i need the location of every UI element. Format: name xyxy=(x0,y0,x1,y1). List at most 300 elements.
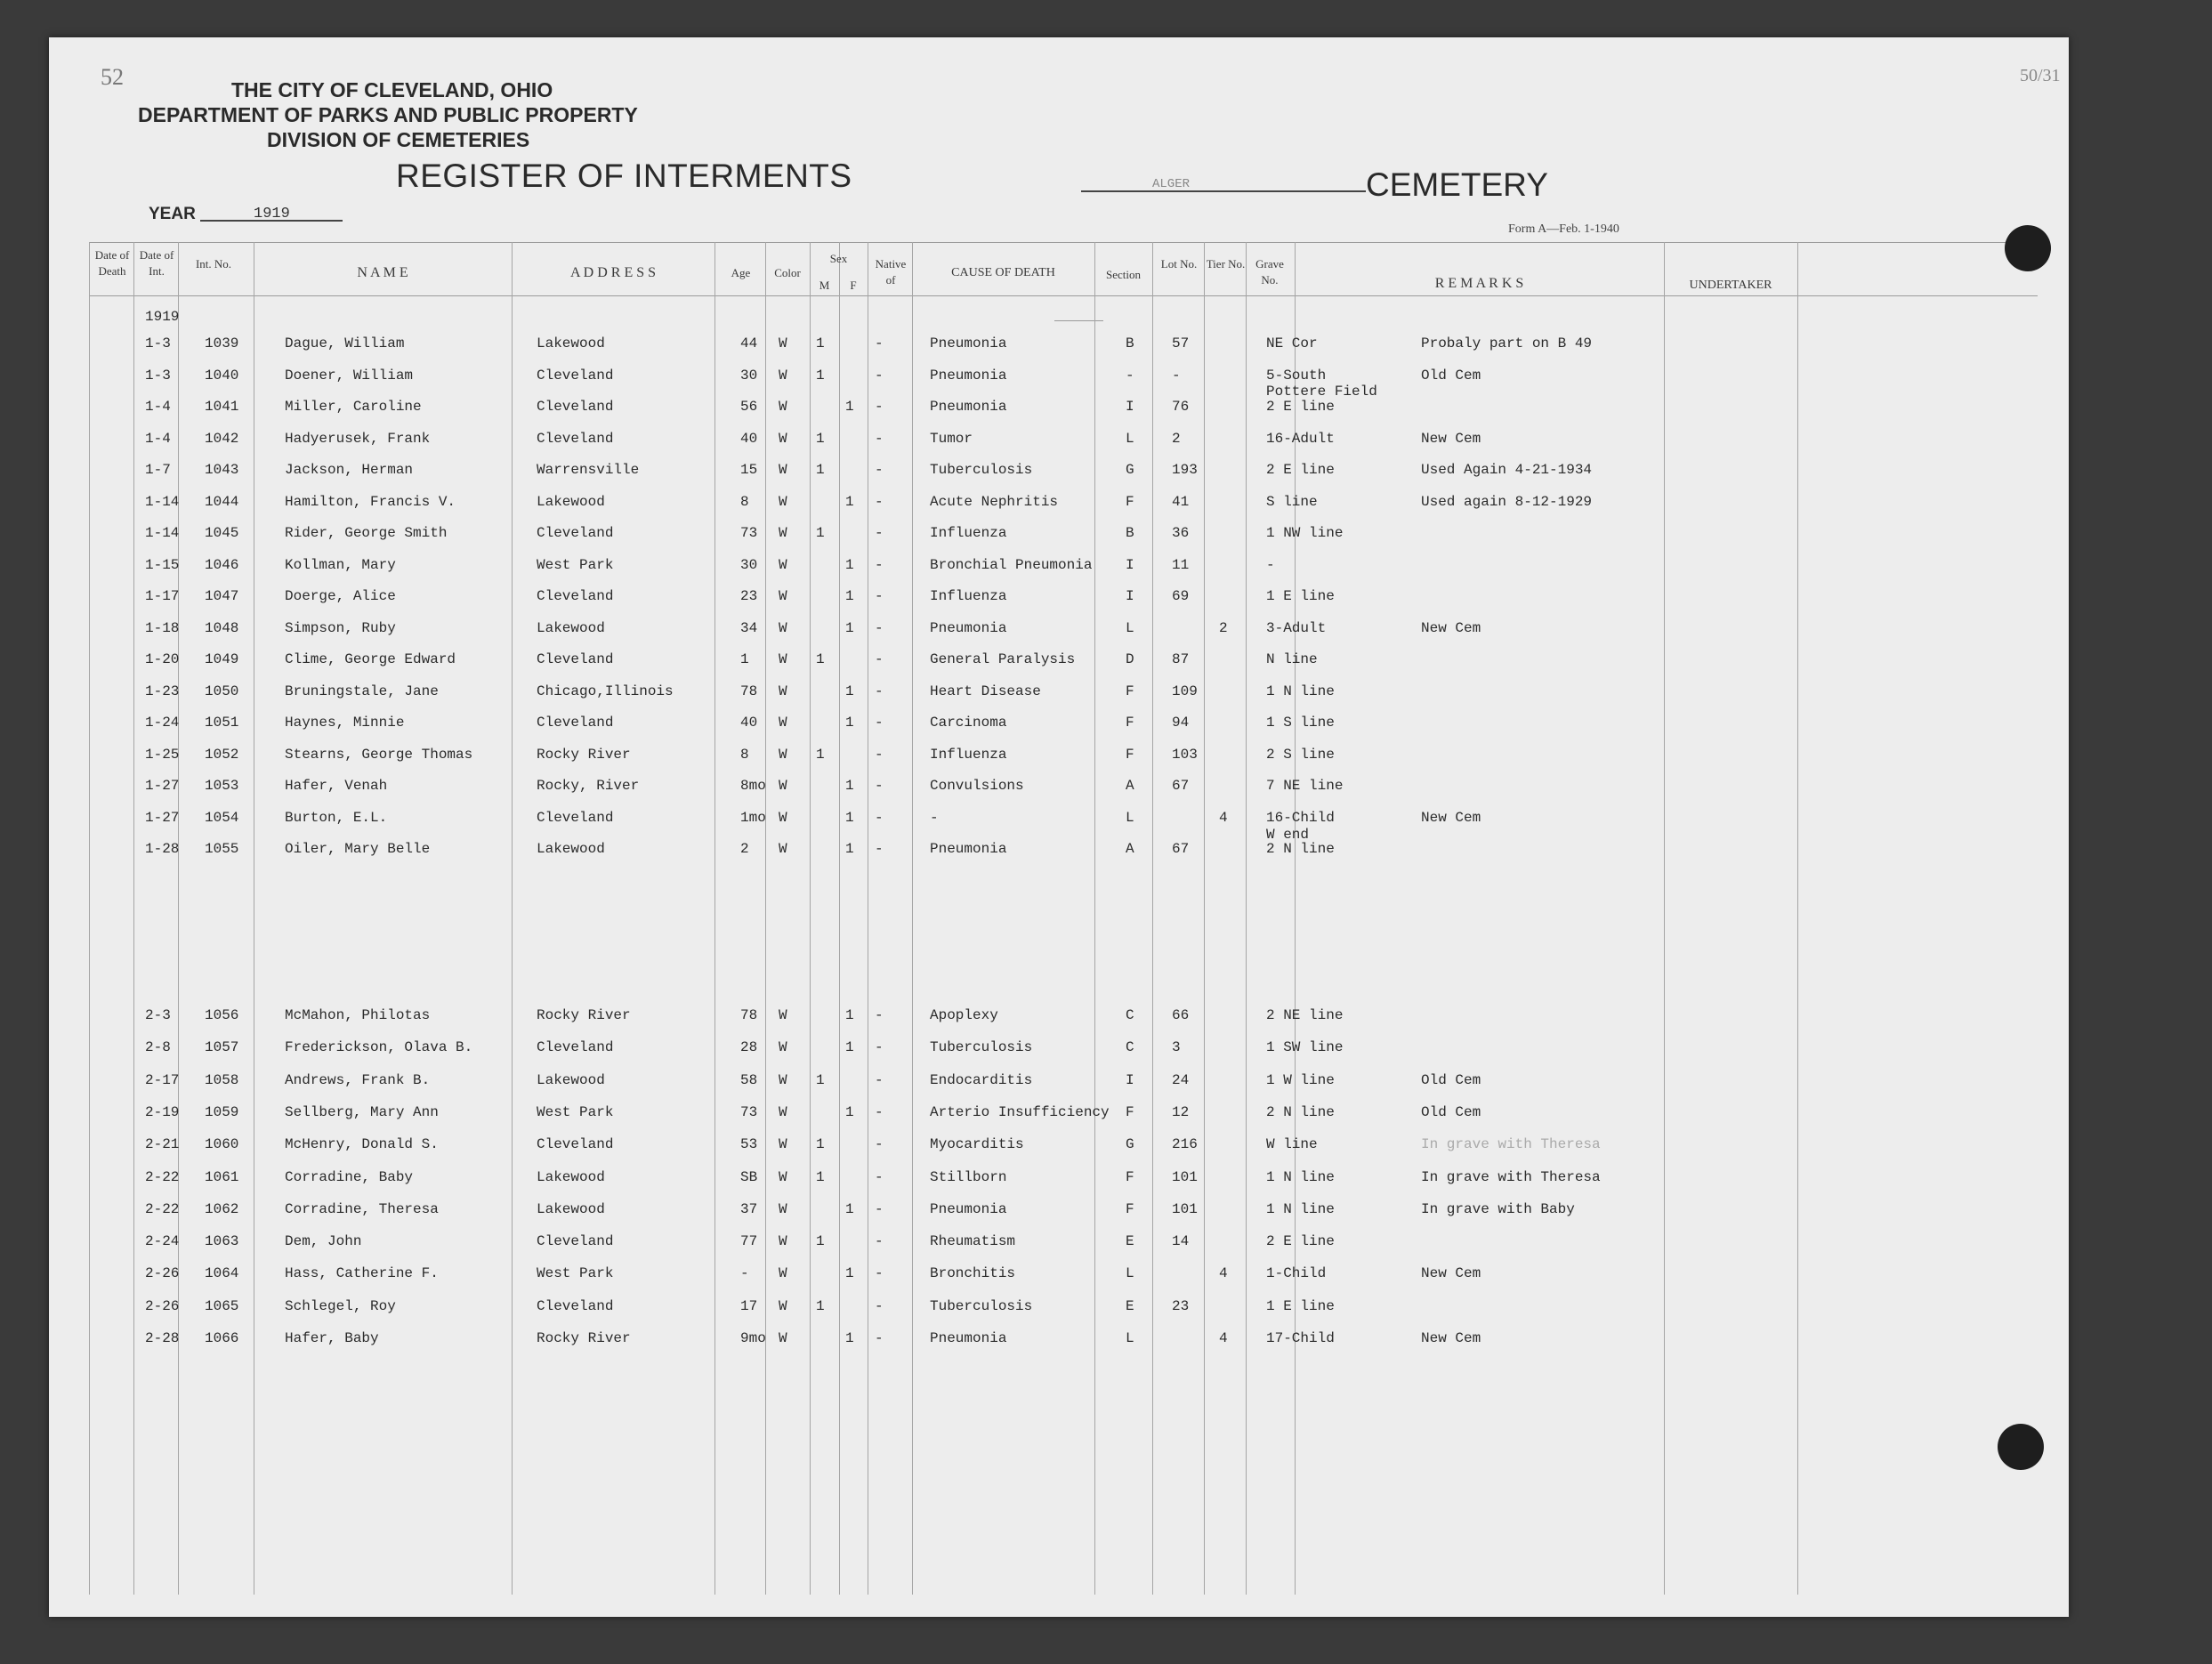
cell-date-of-int: 2-22 xyxy=(145,1200,180,1217)
cell-age: - xyxy=(740,1265,749,1282)
cemetery-label: CEMETERY xyxy=(1366,166,1548,203)
cell-section: F xyxy=(1126,715,1134,731)
cell-cause-of-death: Influenza xyxy=(930,746,1007,763)
cell-lot-no: 193 xyxy=(1172,462,1198,478)
cell-sex-f: 1 xyxy=(845,1039,854,1056)
cell-date-of-int: 1-4 xyxy=(145,430,171,447)
cell-sex-m: 1 xyxy=(816,651,825,667)
col-sex-f: F xyxy=(850,279,857,292)
cell-color: W xyxy=(779,335,787,351)
cell-lot-no: 101 xyxy=(1172,1200,1198,1217)
cell-date-of-int: 1-14 xyxy=(145,493,180,510)
col-date-int: Date of Int. xyxy=(139,248,174,278)
cell-native-of: - xyxy=(875,1103,884,1120)
cell-int-no: 1057 xyxy=(205,1039,239,1056)
col-remarks: R E M A R K S xyxy=(1434,276,1524,291)
cell-section: I xyxy=(1126,1071,1134,1088)
cell-age: 15 xyxy=(740,462,758,478)
cell-name: Dem, John xyxy=(285,1233,362,1250)
cell-grave-no: - xyxy=(1266,556,1275,573)
cell-cause-of-death: Tuberculosis xyxy=(930,1039,1033,1056)
cell-color: W xyxy=(779,556,787,573)
cell-address: Cleveland xyxy=(537,367,614,384)
cell-int-no: 1047 xyxy=(205,588,239,604)
cell-section: C xyxy=(1126,1039,1134,1056)
cell-grave-no: 16-Child xyxy=(1266,809,1335,826)
cell-address: West Park xyxy=(537,1103,614,1120)
cell-age: 8 xyxy=(740,493,749,510)
cell-remarks: In grave with Theresa xyxy=(1421,1168,1601,1185)
cell-cause-of-death: Pneumonia xyxy=(930,399,1007,415)
cell-sex-f: 1 xyxy=(845,399,854,415)
cell-grave-no: 1 E line xyxy=(1266,588,1335,604)
cell-native-of: - xyxy=(875,1233,884,1250)
cell-tier-no: 4 xyxy=(1219,809,1228,826)
cell-name: McHenry, Donald S. xyxy=(285,1136,439,1153)
cell-name: Bruningstale, Jane xyxy=(285,683,439,699)
cell-grave-no: 2 E line xyxy=(1266,1233,1335,1250)
cell-color: W xyxy=(779,588,787,604)
cell-int-no: 1058 xyxy=(205,1071,239,1088)
cell-name: Clime, George Edward xyxy=(285,651,456,667)
cell-address: Cleveland xyxy=(537,651,614,667)
cell-int-no: 1045 xyxy=(205,525,239,541)
cell-color: W xyxy=(779,683,787,699)
cell-color: W xyxy=(779,1136,787,1153)
cell-section: I xyxy=(1126,556,1134,573)
cell-remarks: Used Again 4-21-1934 xyxy=(1421,462,1593,478)
cell-remarks: New Cem xyxy=(1421,1330,1481,1346)
cell-native-of: - xyxy=(875,493,884,510)
cell-sex-m: 1 xyxy=(816,1297,825,1314)
col-sex: Sex xyxy=(829,252,848,265)
cell-color: W xyxy=(779,651,787,667)
col-grave: Grave No. xyxy=(1255,257,1284,287)
cell-lot-no: 94 xyxy=(1172,715,1190,731)
cell-grave-no: 1 NW line xyxy=(1266,525,1344,541)
cell-date-of-int: 2-19 xyxy=(145,1103,180,1120)
cell-cause-of-death: Apoplexy xyxy=(930,1007,998,1023)
cell-grave-no: 2 N line xyxy=(1266,1103,1335,1120)
cell-name: Jackson, Herman xyxy=(285,462,414,478)
cell-address: Cleveland xyxy=(537,399,614,415)
cell-section: L xyxy=(1126,809,1134,826)
cell-native-of: - xyxy=(875,619,884,636)
cell-address: West Park xyxy=(537,1265,614,1282)
cell-name: Kollman, Mary xyxy=(285,556,396,573)
cell-name: Hadyerusek, Frank xyxy=(285,430,431,447)
page-number: 52 xyxy=(101,64,124,90)
cell-cause-of-death: Tuberculosis xyxy=(930,1297,1033,1314)
cell-age: 2 xyxy=(740,841,749,857)
col-tier: Tier No. xyxy=(1206,257,1246,271)
cell-color: W xyxy=(779,367,787,384)
cell-remarks: In grave with Theresa xyxy=(1421,1136,1601,1153)
cell-int-no: 1041 xyxy=(205,399,239,415)
cemetery-name: ALGER xyxy=(1152,177,1191,191)
cell-lot-no: 2 xyxy=(1172,430,1181,447)
cell-cause-of-death: Endocarditis xyxy=(930,1071,1033,1088)
cell-grave-no: 1 N line xyxy=(1266,683,1335,699)
cell-date-of-int: 2-17 xyxy=(145,1071,180,1088)
cell-age: 58 xyxy=(740,1071,758,1088)
col-section: Section xyxy=(1106,268,1141,281)
cell-grave-no: 3-Adult xyxy=(1266,619,1327,636)
cell-name: McMahon, Philotas xyxy=(285,1007,431,1023)
cell-address: Rocky River xyxy=(537,1007,631,1023)
register-title: REGISTER OF INTERMENTS xyxy=(396,158,852,194)
city-heading: THE CITY OF CLEVELAND, OHIO xyxy=(231,78,553,101)
cell-cause-of-death: Pneumonia xyxy=(930,1200,1007,1217)
cell-grave-no: 1 N line xyxy=(1266,1168,1335,1185)
cell-lot-no: 87 xyxy=(1172,651,1190,667)
cell-name: Stearns, George Thomas xyxy=(285,746,473,763)
cell-section: L xyxy=(1126,430,1134,447)
cell-date-of-int: 1-7 xyxy=(145,462,171,478)
cell-age: 44 xyxy=(740,335,758,351)
cell-section: F xyxy=(1126,746,1134,763)
cell-sex-f: 1 xyxy=(845,778,854,794)
cell-color: W xyxy=(779,619,787,636)
cell-name: Corradine, Theresa xyxy=(285,1200,439,1217)
cell-int-no: 1053 xyxy=(205,778,239,794)
cell-native-of: - xyxy=(875,715,884,731)
col-int-no: Int. No. xyxy=(195,257,232,271)
cell-age: 73 xyxy=(740,525,758,541)
cell-address: Chicago,Illinois xyxy=(537,683,674,699)
cell-section: I xyxy=(1126,588,1134,604)
cell-name: Hafer, Venah xyxy=(285,778,388,794)
cell-native-of: - xyxy=(875,525,884,541)
cell-date-of-int: 2-26 xyxy=(145,1297,180,1314)
cell-sex-m: 1 xyxy=(816,430,825,447)
cell-color: W xyxy=(779,746,787,763)
cell-remarks: Used again 8-12-1929 xyxy=(1421,493,1593,510)
cell-int-no: 1052 xyxy=(205,746,239,763)
cell-sex-m: 1 xyxy=(816,1136,825,1153)
cell-address: West Park xyxy=(537,556,614,573)
cell-section: D xyxy=(1126,651,1134,667)
cell-address: Cleveland xyxy=(537,588,614,604)
cell-int-no: 1042 xyxy=(205,430,239,447)
cell-int-no: 1066 xyxy=(205,1330,239,1346)
cell-address: Lakewood xyxy=(537,493,605,510)
cell-section: A xyxy=(1126,841,1134,857)
col-lot: Lot No. xyxy=(1160,257,1198,271)
cell-address: Cleveland xyxy=(537,1297,614,1314)
cell-grave-no-line2: Pottere Field xyxy=(1266,383,1377,400)
cell-color: W xyxy=(779,430,787,447)
cell-int-no: 1060 xyxy=(205,1136,239,1153)
cell-native-of: - xyxy=(875,430,884,447)
year-label: YEAR xyxy=(149,205,196,223)
table-top-rule xyxy=(89,242,2038,243)
cell-cause-of-death: Influenza xyxy=(930,525,1007,541)
cell-lot-no: 76 xyxy=(1172,399,1190,415)
cell-section: C xyxy=(1126,1007,1134,1023)
cell-native-of: - xyxy=(875,683,884,699)
cell-sex-f: 1 xyxy=(845,588,854,604)
cell-section: F xyxy=(1126,683,1134,699)
cell-cause-of-death: Bronchitis xyxy=(930,1265,1016,1282)
cell-grave-no: NE Cor xyxy=(1266,335,1318,351)
cell-cause-of-death: Acute Nephritis xyxy=(930,493,1059,510)
cell-remarks: New Cem xyxy=(1421,430,1481,447)
cell-age: 9mo xyxy=(740,1330,766,1346)
cell-int-no: 1063 xyxy=(205,1233,239,1250)
cell-address: Cleveland xyxy=(537,1233,614,1250)
cell-lot-no: 11 xyxy=(1172,556,1190,573)
cell-cause-of-death: Pneumonia xyxy=(930,841,1007,857)
cell-color: W xyxy=(779,1103,787,1120)
cell-remarks: Old Cem xyxy=(1421,367,1481,384)
cell-name: Hass, Catherine F. xyxy=(285,1265,439,1282)
cell-color: W xyxy=(779,1007,787,1023)
cell-sex-m: 1 xyxy=(816,462,825,478)
col-sex-m: M xyxy=(819,279,830,292)
sex-rule xyxy=(1054,320,1103,321)
cell-cause-of-death: Bronchial Pneumonia xyxy=(930,556,1093,573)
cell-age: 23 xyxy=(740,588,758,604)
year-value: 1919 xyxy=(254,206,290,222)
cell-lot-no: 23 xyxy=(1172,1297,1190,1314)
cell-grave-no: 7 NE line xyxy=(1266,778,1344,794)
cell-grave-no: 1 E line xyxy=(1266,1297,1335,1314)
cell-address: Lakewood xyxy=(537,1071,605,1088)
cell-remarks: New Cem xyxy=(1421,619,1481,636)
cemetery-name-line xyxy=(1081,190,1366,192)
cell-lot-no: 67 xyxy=(1172,778,1190,794)
cell-age: 30 xyxy=(740,556,758,573)
cell-age: 28 xyxy=(740,1039,758,1056)
cell-color: W xyxy=(779,715,787,731)
cell-age: 53 xyxy=(740,1136,758,1153)
cell-date-of-int: 2-28 xyxy=(145,1330,180,1346)
cell-grave-no: S line xyxy=(1266,493,1318,510)
cell-color: W xyxy=(779,1039,787,1056)
cell-int-no: 1054 xyxy=(205,809,239,826)
cell-address: Cleveland xyxy=(537,715,614,731)
cell-color: W xyxy=(779,809,787,826)
cell-native-of: - xyxy=(875,1168,884,1185)
cell-color: W xyxy=(779,778,787,794)
cell-native-of: - xyxy=(875,1007,884,1023)
cell-name: Simpson, Ruby xyxy=(285,619,396,636)
cell-name: Oiler, Mary Belle xyxy=(285,841,431,857)
cell-lot-no: 41 xyxy=(1172,493,1190,510)
cell-section: F xyxy=(1126,1200,1134,1217)
cell-section: B xyxy=(1126,335,1134,351)
cell-age: 78 xyxy=(740,683,758,699)
cell-date-of-int: 1-28 xyxy=(145,841,180,857)
cell-int-no: 1039 xyxy=(205,335,239,351)
cell-cause-of-death: Rheumatism xyxy=(930,1233,1016,1250)
cell-age: 56 xyxy=(740,399,758,415)
cell-date-of-int: 2-26 xyxy=(145,1265,180,1282)
cell-date-of-int: 1-3 xyxy=(145,367,171,384)
cell-sex-f: 1 xyxy=(845,841,854,857)
cell-color: W xyxy=(779,841,787,857)
cell-cause-of-death: Influenza xyxy=(930,588,1007,604)
cell-native-of: - xyxy=(875,367,884,384)
cell-address: Rocky, River xyxy=(537,778,640,794)
cell-grave-no: W line xyxy=(1266,1136,1318,1153)
cell-address: Cleveland xyxy=(537,430,614,447)
cell-age: 77 xyxy=(740,1233,758,1250)
cell-grave-no: 2 S line xyxy=(1266,746,1335,763)
cell-address: Rocky River xyxy=(537,746,631,763)
col-age: Age xyxy=(731,266,751,279)
cell-address: Lakewood xyxy=(537,1168,605,1185)
cell-date-of-int: 2-24 xyxy=(145,1233,180,1250)
cell-grave-no: 1 N line xyxy=(1266,1200,1335,1217)
cell-section: E xyxy=(1126,1297,1134,1314)
cell-color: W xyxy=(779,1168,787,1185)
cell-name: Burton, E.L. xyxy=(285,809,388,826)
cell-section: G xyxy=(1126,462,1134,478)
cell-lot-no: 14 xyxy=(1172,1233,1190,1250)
cell-section: L xyxy=(1126,619,1134,636)
cell-sex-m: 1 xyxy=(816,746,825,763)
cell-age: 40 xyxy=(740,715,758,731)
cell-date-of-int: 1-14 xyxy=(145,525,180,541)
cell-lot-no: 109 xyxy=(1172,683,1198,699)
cell-color: W xyxy=(779,525,787,541)
cell-native-of: - xyxy=(875,778,884,794)
cell-address: Lakewood xyxy=(537,619,605,636)
cell-color: W xyxy=(779,493,787,510)
cell-grave-no: 2 E line xyxy=(1266,462,1335,478)
col-address: A D D R E S S xyxy=(569,265,657,280)
cell-lot-no: 67 xyxy=(1172,841,1190,857)
cell-color: W xyxy=(779,1297,787,1314)
cell-address: Cleveland xyxy=(537,1039,614,1056)
cell-color: W xyxy=(779,399,787,415)
cell-age: 34 xyxy=(740,619,758,636)
cell-native-of: - xyxy=(875,1330,884,1346)
cell-section: F xyxy=(1126,493,1134,510)
cell-int-no: 1051 xyxy=(205,715,239,731)
cell-int-no: 1044 xyxy=(205,493,239,510)
cell-sex-m: 1 xyxy=(816,367,825,384)
cell-age: 8 xyxy=(740,746,749,763)
cell-remarks: Old Cem xyxy=(1421,1103,1481,1120)
cell-grave-no: N line xyxy=(1266,651,1318,667)
cell-grave-no: 16-Adult xyxy=(1266,430,1335,447)
cell-date-of-int: 1-20 xyxy=(145,651,180,667)
cell-sex-m: 1 xyxy=(816,1233,825,1250)
cell-age: 1mo xyxy=(740,809,766,826)
cell-native-of: - xyxy=(875,841,884,857)
col-cause: CAUSE OF DEATH xyxy=(951,266,1055,279)
cell-cause-of-death: General Paralysis xyxy=(930,651,1076,667)
cell-sex-f: 1 xyxy=(845,1200,854,1217)
cell-date-of-int: 1-18 xyxy=(145,619,180,636)
cell-age: 30 xyxy=(740,367,758,384)
cell-sex-f: 1 xyxy=(845,715,854,731)
cell-native-of: - xyxy=(875,1039,884,1056)
cell-section: F xyxy=(1126,1103,1134,1120)
cell-cause-of-death: Tumor xyxy=(930,430,973,447)
col-color: Color xyxy=(774,266,801,279)
cell-cause-of-death: Pneumonia xyxy=(930,367,1007,384)
cell-native-of: - xyxy=(875,335,884,351)
cell-cause-of-death: - xyxy=(930,809,939,826)
col-undertaker: UNDERTAKER xyxy=(1689,279,1772,292)
cell-int-no: 1059 xyxy=(205,1103,239,1120)
cell-grave-no: 1 W line xyxy=(1266,1071,1335,1088)
cell-cause-of-death: Carcinoma xyxy=(930,715,1007,731)
cell-name: Dague, William xyxy=(285,335,405,351)
cell-name: Hamilton, Francis V. xyxy=(285,493,456,510)
cell-age: 37 xyxy=(740,1200,758,1217)
cell-remarks: In grave with Baby xyxy=(1421,1200,1575,1217)
cell-color: W xyxy=(779,1200,787,1217)
cell-cause-of-death: Pneumonia xyxy=(930,619,1007,636)
cell-int-no: 1040 xyxy=(205,367,239,384)
cell-native-of: - xyxy=(875,1136,884,1153)
cell-lot-no: 12 xyxy=(1172,1103,1190,1120)
cell-tier-no: 2 xyxy=(1219,619,1228,636)
cell-age: 1 xyxy=(740,651,749,667)
cell-int-no: 1048 xyxy=(205,619,239,636)
cell-age: 40 xyxy=(740,430,758,447)
cell-cause-of-death: Arterio Insufficiency xyxy=(930,1103,1110,1120)
cell-sex-m: 1 xyxy=(816,1168,825,1185)
corner-note: 50/31 xyxy=(2020,66,2061,85)
cell-remarks: New Cem xyxy=(1421,1265,1481,1282)
cell-date-of-int: 2-3 xyxy=(145,1007,171,1023)
binder-hole-bottom xyxy=(1998,1424,2044,1470)
cell-int-no: 1049 xyxy=(205,651,239,667)
cell-name: Sellberg, Mary Ann xyxy=(285,1103,439,1120)
cell-grave-no: 2 NE line xyxy=(1266,1007,1344,1023)
cell-address: Cleveland xyxy=(537,1136,614,1153)
col-name: N A M E xyxy=(357,265,408,280)
cell-grave-no: 2 N line xyxy=(1266,841,1335,857)
cell-name: Rider, George Smith xyxy=(285,525,448,541)
cell-grave-no: 1 SW line xyxy=(1266,1039,1344,1056)
col-native: Native of xyxy=(875,257,907,287)
cell-color: W xyxy=(779,1330,787,1346)
cell-native-of: - xyxy=(875,1200,884,1217)
cell-section: B xyxy=(1126,525,1134,541)
cell-section: F xyxy=(1126,1168,1134,1185)
cell-cause-of-death: Stillborn xyxy=(930,1168,1007,1185)
cell-native-of: - xyxy=(875,746,884,763)
cell-name: Doerge, Alice xyxy=(285,588,396,604)
cell-grave-no-note: W end xyxy=(1266,827,1310,843)
cell-tier-no: 4 xyxy=(1219,1265,1228,1282)
cell-lot-no: 24 xyxy=(1172,1071,1190,1088)
cell-lot-no: 57 xyxy=(1172,335,1190,351)
binder-hole-top xyxy=(2005,225,2051,271)
cell-address: Warrensville xyxy=(537,462,640,478)
cell-cause-of-death: Myocarditis xyxy=(930,1136,1024,1153)
cell-address: Rocky River xyxy=(537,1330,631,1346)
cell-cause-of-death: Heart Disease xyxy=(930,683,1041,699)
cell-int-no: 1046 xyxy=(205,556,239,573)
cell-lot-no: 101 xyxy=(1172,1168,1198,1185)
cell-name: Andrews, Frank B. xyxy=(285,1071,431,1088)
cell-sex-f: 1 xyxy=(845,1330,854,1346)
cell-color: W xyxy=(779,462,787,478)
cell-address: Lakewood xyxy=(537,335,605,351)
cell-name: Miller, Caroline xyxy=(285,399,422,415)
cell-name: Hafer, Baby xyxy=(285,1330,379,1346)
cell-int-no: 1056 xyxy=(205,1007,239,1023)
cell-color: W xyxy=(779,1071,787,1088)
